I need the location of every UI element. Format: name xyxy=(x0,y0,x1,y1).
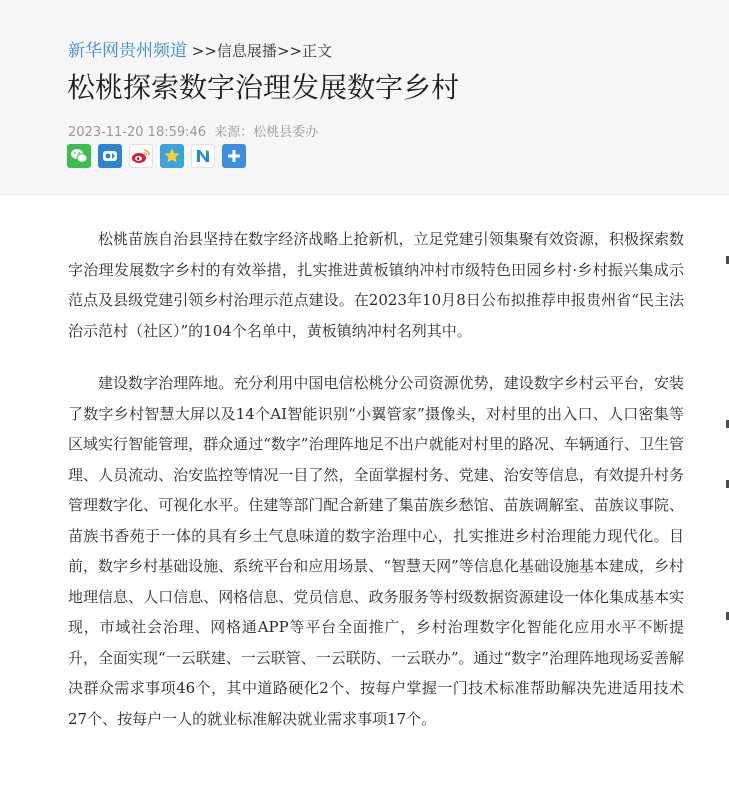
breadcrumb-current: 正文 xyxy=(302,42,333,60)
qzone-icon[interactable] xyxy=(98,144,122,168)
article-source: 来源：松桃县委办 xyxy=(214,125,319,140)
newsapp-icon[interactable] xyxy=(191,144,215,168)
article-paragraph: 松桃苗族自治县坚持在数字经济战略上抢新机，立足党建引领集聚有效资源，积极探索数字治理发展数字乡村的有效举措，扎实推进黄板镇纳冲村市级特色田园乡村·乡村振兴集成示范点及县级党建引领乡村治理示范点建设。在2023年10月8日公布拟推荐申报贵州省“民主法治示范村（社区）”的104个名单中，黄板镇纳冲村名列其中。 xyxy=(68,230,684,340)
right-edge-markers xyxy=(722,0,729,794)
breadcrumb-separator: >> xyxy=(191,42,217,60)
breadcrumb-separator: >> xyxy=(276,42,303,60)
article-paragraph: 建设数字治理阵地。充分利用中国电信松桃分公司资源优势，建设数字乡村云平台，安装了数字乡村智慧大屏以及14个AI智能识别“小翼管家”摄像头，对村里的出入口、人口密集等区域实行智能管理，群众通过“数字”治理阵地足不出户就能对村里的路况、车辆通行、卫生管理、人员流动、治安监控等情况一目了然，全面掌握村务、党建、治安等信息，有效提升村务管理数字化、可视化水平。住建等部门配合新建了集苗族乡愁馆、苗族调解室、苗族议事院、苗族书香苑于一体的具有乡土气息味道的数字治理中心，扎实推进乡村治理能力现代化。目前，数字乡村基础设施、系统平台和应用场景、“智慧天网”等信息化基础设施基本建成，乡村地理信息、人口信息、网格信息、党员信息、政务服务等村级数据资源建设一体化集成基本实现，市域社会治理、网格通APP等平台全面推广，乡村治理数字化智能化应用水平不断提升，全面实现“一云联建、一云联管、一云联防、一云联办”。通过“数字”治理阵地现场妥善解决群众需求事项46个，其中道路硬化2个、按每户掌握一门技术标准帮助解决先进适用技术27个、按每户一人的就业标准解决就业需求事项17个。 xyxy=(68,374,684,728)
weibo-icon[interactable] xyxy=(129,144,153,168)
breadcrumb-site-link[interactable]: 新华网贵州频道 xyxy=(68,41,187,61)
article-meta xyxy=(68,121,318,140)
favorite-icon[interactable] xyxy=(160,144,184,168)
wechat-icon[interactable] xyxy=(67,144,91,168)
article-body xyxy=(68,224,684,756)
publish-datetime: 2023-11-20 18:59:46 xyxy=(68,125,207,140)
more-icon[interactable] xyxy=(222,144,246,168)
page-title: 松桃探索数字治理发展数字乡村 xyxy=(67,71,460,104)
share-bar xyxy=(67,144,246,168)
breadcrumb-section-link[interactable]: 信息展播 xyxy=(216,42,277,60)
article-header xyxy=(0,0,729,195)
breadcrumb xyxy=(68,36,332,61)
